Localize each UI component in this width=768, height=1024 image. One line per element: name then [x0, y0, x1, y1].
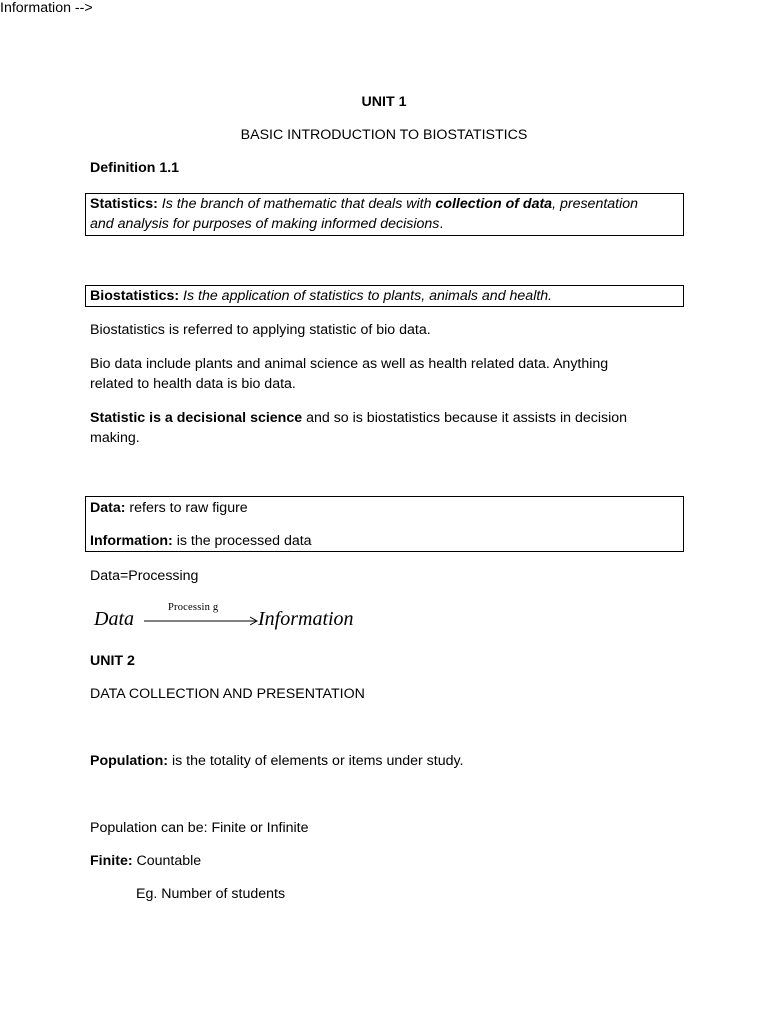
- finite-example: Eg. Number of students: [136, 886, 286, 902]
- unit2-heading: UNIT 2: [90, 653, 135, 669]
- definition-label: Definition 1.1: [90, 160, 180, 176]
- statistics-definition-line1: [90, 194, 638, 214]
- paragraph-biostatistics-bio-data: Biostatistics is referred to applying statistic of bio data.: [90, 322, 431, 338]
- biostatistics-definition-line: [90, 286, 552, 306]
- equation-processing-label: Processin g: [168, 602, 219, 613]
- equation-data-word: Data: [94, 608, 134, 630]
- paragraph-decisional-science-line2: making.: [90, 430, 140, 446]
- information-definition: [90, 531, 312, 551]
- statistics-text-line2: and analysis for purposes of making informed decisions: [90, 216, 440, 232]
- population-term: Population:: [90, 753, 169, 769]
- biostatistics-text: Is the application of statistics to plants, animals and health.: [179, 288, 553, 304]
- biostatistics-term: Biostatistics:: [90, 288, 180, 304]
- unit2-title: DATA COLLECTION AND PRESENTATION: [90, 686, 365, 702]
- information-term: Information:: [90, 533, 173, 549]
- paragraph-bio-data-line2: related to health data is bio data.: [90, 376, 296, 392]
- data-processing-text: Data=Processing: [90, 568, 199, 584]
- decisional-science-bold: Statistic is a decisional science: [90, 410, 303, 426]
- paragraph-decisional-science-line1: [90, 408, 627, 428]
- population-text: is the totality of elements or items under study.: [168, 753, 464, 769]
- statistics-text-part2: , presentation: [552, 196, 639, 212]
- finite-term: Finite:: [90, 853, 133, 869]
- data-processing-equation: [92, 600, 382, 636]
- information-text: is the processed data: [172, 533, 312, 549]
- unit1-title: BASIC INTRODUCTION TO BIOSTATISTICS: [240, 127, 528, 143]
- statistics-text-part1: Is the branch of mathematic that deals with: [157, 196, 436, 212]
- equation-information-word: Information: [258, 608, 354, 630]
- population-types: Population can be: Finite or Infinite: [90, 820, 309, 836]
- arrow-right-icon: [144, 616, 260, 626]
- population-definition: [90, 751, 463, 771]
- data-definition: [90, 498, 248, 518]
- paragraph-bio-data-line1: Bio data include plants and animal science as well as health related data. Anything: [90, 356, 609, 372]
- finite-definition: [90, 851, 201, 871]
- statistics-term: Statistics:: [90, 196, 158, 212]
- statistics-text-bold: collection of data: [435, 196, 553, 212]
- statistics-text-period: .: [439, 216, 444, 232]
- data-term: Data:: [90, 500, 126, 516]
- finite-text: Countable: [132, 853, 202, 869]
- document-page: UNIT 1 BASIC INTRODUCTION TO BIOSTATISTICS Definition 1.1 Statistics: Is the branch of mathematic that deals with collection of data, presentation and analysis for purposes of making informed decisions. Biostatistics: Is the application of statistics to plants, animals and health. Biostatistics is referred to applying statistic of bio data. Bio data include plants and animal science as well as health related data. Anything related to health data is bio data. Statistic is a decisional science and so is biostatistics because it assists in decision making. Data: refers to raw figure Information: is the processed data Data=Processing Information --> Data Processin g Information UNIT 2 DATA COLLECTION AND PRESENTATION Population: is the totality of elements or items under study. Population can be: Finite or Infinite Finite: Countable Eg. Number of students: [0, 0, 768, 1024]
- unit1-heading: UNIT 1: [361, 94, 407, 110]
- statistics-definition-line2: [90, 214, 443, 234]
- data-text: refers to raw figure: [125, 500, 248, 516]
- decisional-science-rest: and so is biostatistics because it assists in decision: [302, 410, 628, 426]
